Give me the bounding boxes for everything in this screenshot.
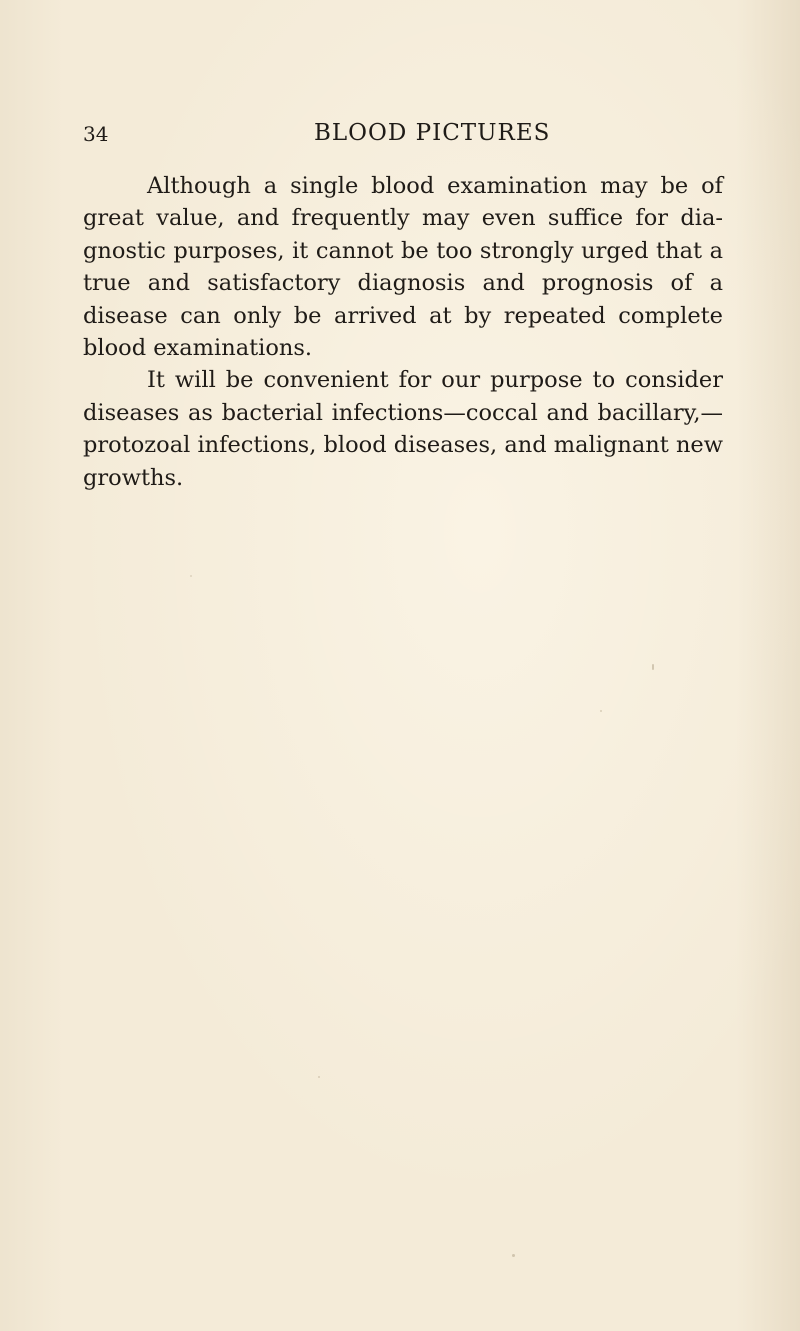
body-text: [83, 170, 723, 494]
paper-speck: [190, 575, 192, 577]
paper-speck: [652, 664, 654, 670]
page-number: 34: [83, 122, 109, 146]
running-head: BLOOD PICTURES: [314, 120, 551, 146]
paper-speck: [512, 1254, 515, 1257]
paragraph: Although a single blood examination may be of great value, and frequently may even suffice for diagnostic purposes, it cannot be too strongly urged that a true and satisfactory diagnosis and prognosis of a disease can only be arrived at by repeated complete blood examinations.: [83, 173, 723, 362]
page-header: [83, 120, 723, 152]
paragraph: It will be convenient for our purpose to consider diseases as bacterial infections—coccal and bacillary,— protozoal infections, blood diseases, and malignant new growths.: [83, 367, 724, 491]
paper-speck: [600, 710, 602, 712]
paper-speck: [318, 1076, 320, 1078]
